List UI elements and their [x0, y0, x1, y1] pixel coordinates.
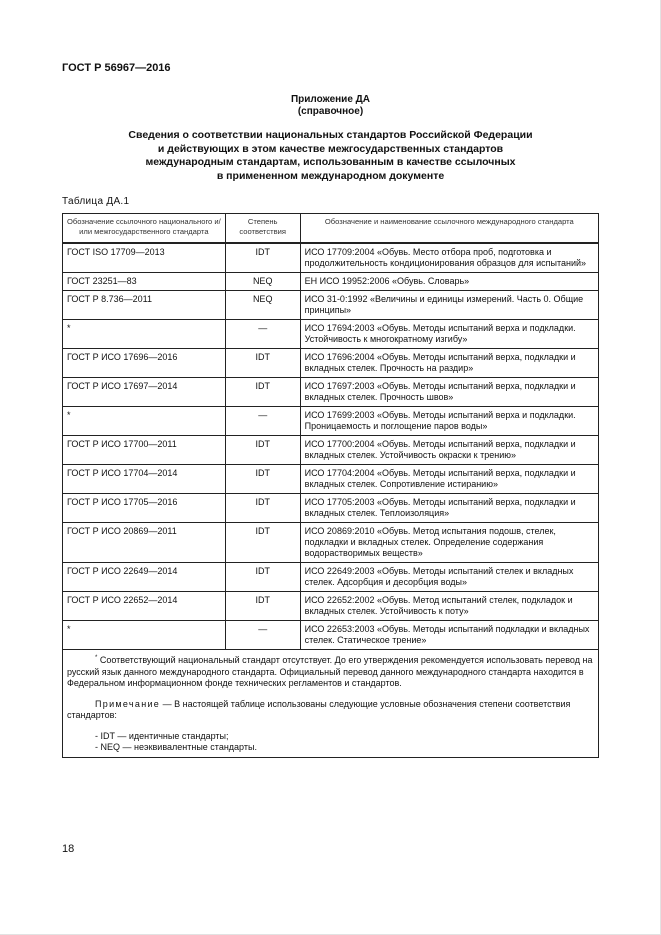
degree-cell: IDT [225, 563, 300, 592]
standard-cell: ГОСТ Р ИСО 17705—2016 [63, 494, 226, 523]
note-text: — В настоящей таблице использованы следующие условные обозначения степени соответствия стандартов: [67, 698, 571, 720]
table-row [63, 378, 599, 407]
reference-cell: ИСО 17704:2004 «Обувь. Методы испытаний верха, подкладки и вкладных стелек. Сопротивление истиранию» [300, 465, 598, 494]
degree-cell: — [225, 407, 300, 436]
standard-cell: ГОСТ Р ИСО 17704—2014 [63, 465, 226, 494]
reference-cell: ИСО 22652:2002 «Обувь. Метод испытаний стелек, подкладок и вкладных стелек. Устойчивость к поту» [300, 592, 598, 621]
reference-cell: ИСО 17699:2003 «Обувь. Методы испытаний верха и подкладки. Проницаемость и поглощение паров воды» [300, 407, 598, 436]
table-header-row [63, 214, 599, 244]
standard-cell: * [63, 621, 226, 650]
reference-cell: ИСО 17700:2004 «Обувь. Методы испытаний верха, подкладки и вкладных стелек. Устойчивость окраски к трению» [300, 436, 598, 465]
reference-cell: ИСО 20869:2010 «Обувь. Метод испытания подошв, стелек, подкладки и вкладных стелек. Определение содержания водорастворимых веществ» [300, 523, 598, 563]
footnote-marker: * [95, 655, 98, 661]
heading-line: международным стандартам, использованным в качестве ссылочных [145, 156, 516, 168]
heading-line: Сведения о соответствии национальных стандартов Российской Федерации [128, 129, 533, 141]
reference-cell: ИСО 22653:2003 «Обувь. Методы испытаний подкладки и вкладных стелек. Статическое трение» [300, 621, 598, 650]
correspondence-table [62, 213, 599, 758]
column-header: Степень соответствия [225, 214, 300, 244]
column-header: Обозначение и наименование ссылочного международного стандарта [300, 214, 598, 244]
table-row [63, 465, 599, 494]
degree-cell: IDT [225, 436, 300, 465]
legend-item: - NEQ — неэквивалентные стандарты. [95, 742, 257, 752]
standard-cell: ГОСТ 23251—83 [63, 273, 226, 291]
degree-cell: IDT [225, 592, 300, 621]
degree-cell: IDT [225, 494, 300, 523]
table-row [63, 320, 599, 349]
degree-cell: — [225, 320, 300, 349]
reference-cell: ИСО 31-0:1992 «Величины и единицы измерений. Часть 0. Общие принципы» [300, 291, 598, 320]
table-row [63, 407, 599, 436]
standard-cell: ГОСТ Р ИСО 17697—2014 [63, 378, 226, 407]
standard-cell: * [63, 407, 226, 436]
note-label: Примечание [95, 698, 161, 709]
degree-cell: — [225, 621, 300, 650]
table-body [63, 243, 599, 650]
standard-cell: ГОСТ Р ИСО 22652—2014 [63, 592, 226, 621]
table-note [67, 699, 594, 722]
standard-cell: ГОСТ Р 8.736—2011 [63, 291, 226, 320]
standard-cell: ГОСТ ISO 17709—2013 [63, 243, 226, 273]
degree-cell: IDT [225, 378, 300, 407]
table-row [63, 243, 599, 273]
footnote [67, 653, 594, 690]
degree-cell: IDT [225, 243, 300, 273]
reference-cell: ИСО 22649:2003 «Обувь. Методы испытаний стелек и вкладных стелек. Адсорбция и десорбция воды» [300, 563, 598, 592]
table-row [63, 592, 599, 621]
reference-cell: ЕН ИСО 19952:2006 «Обувь. Словарь» [300, 273, 598, 291]
footnote-text: Соответствующий национальный стандарт отсутствует. До его утверждения рекомендуется использовать перевод на русский язык данного международного стандарта. Официальный перевод данного международного стандарта находится в Федеральном информационном фонде технических регламентов и стандартов. [67, 655, 593, 688]
table-row [63, 563, 599, 592]
document-code: ГОСТ Р 56967—2016 [62, 62, 171, 74]
standard-cell: * [63, 320, 226, 349]
standard-cell: ГОСТ Р ИСО 17700—2011 [63, 436, 226, 465]
table-footer-row [63, 650, 599, 758]
reference-cell: ИСО 17694:2003 «Обувь. Методы испытаний верха и подкладки. Устойчивость к многократному изгибу» [300, 320, 598, 349]
reference-cell: ИСО 17696:2004 «Обувь. Методы испытаний верха, подкладки и вкладных стелек. Прочность на раздир» [300, 349, 598, 378]
degree-cell: IDT [225, 465, 300, 494]
reference-cell: ИСО 17705:2003 «Обувь. Методы испытаний верха, подкладки и вкладных стелек. Теплоизоляция» [300, 494, 598, 523]
degree-cell: IDT [225, 349, 300, 378]
annex-title: Приложение ДА [290, 94, 371, 105]
reference-cell: ИСО 17709:2004 «Обувь. Место отбора проб, подготовка и продолжительность кондиционирования образцов для испытаний» [300, 243, 598, 273]
degree-cell: NEQ [225, 273, 300, 291]
annex-kind: (справочное) [297, 106, 364, 117]
column-header: Обозначение ссылочного национального и/или межгосударственного стандарта [63, 214, 226, 244]
table-row [63, 523, 599, 563]
standard-cell: ГОСТ Р ИСО 20869—2011 [63, 523, 226, 563]
degree-cell: NEQ [225, 291, 300, 320]
standard-cell: ГОСТ Р ИСО 17696—2016 [63, 349, 226, 378]
degree-cell: IDT [225, 523, 300, 563]
table-row [63, 436, 599, 465]
table-row [63, 621, 599, 650]
legend-item: - IDT — идентичные стандарты; [95, 730, 229, 741]
table-label: Таблица ДА.1 [62, 196, 130, 207]
page-number: 18 [62, 843, 75, 855]
table-footer [63, 650, 599, 758]
table-row [63, 494, 599, 523]
heading-line: в примененном международном документе [216, 169, 445, 182]
table-row [63, 291, 599, 320]
table-row [63, 349, 599, 378]
reference-cell: ИСО 17697:2003 «Обувь. Методы испытаний верха, подкладки и вкладных стелек. Прочность швов» [300, 378, 598, 407]
section-heading [100, 129, 561, 183]
standard-cell: ГОСТ Р ИСО 22649—2014 [63, 563, 226, 592]
table-row [63, 273, 599, 291]
heading-line: и действующих в этом качестве межгосударственных стандартов [157, 142, 504, 155]
